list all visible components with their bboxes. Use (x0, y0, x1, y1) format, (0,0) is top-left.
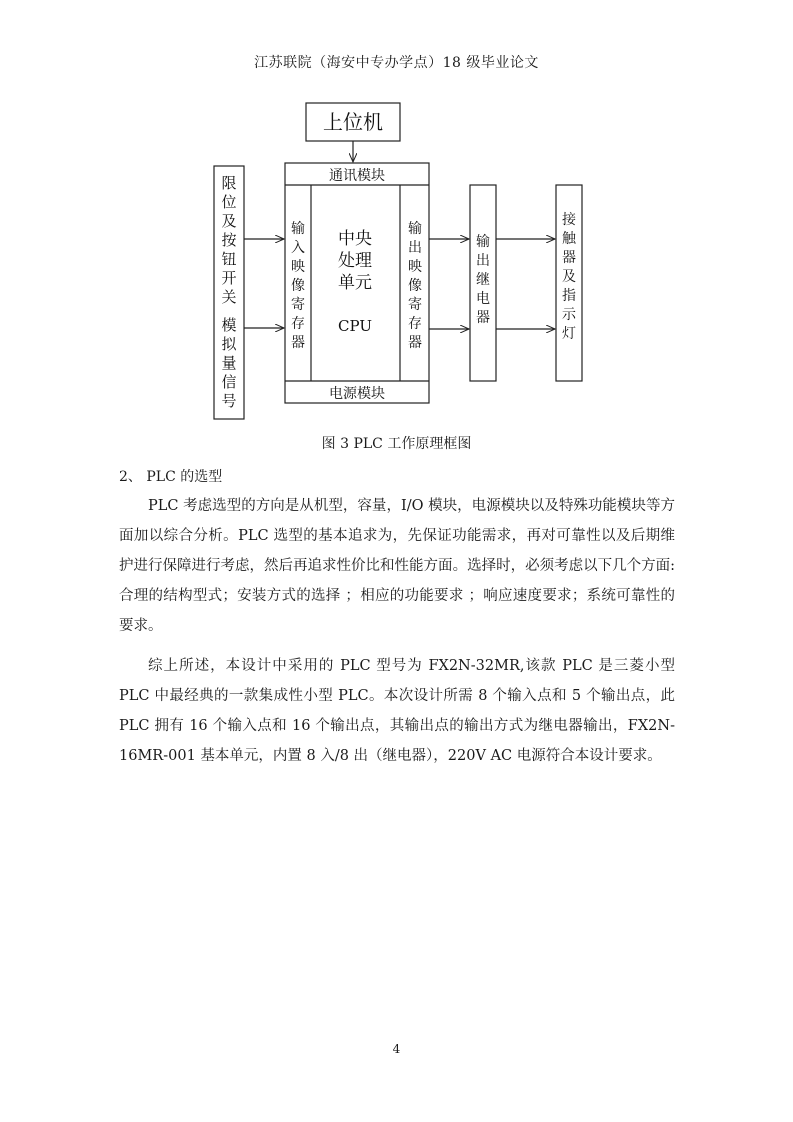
output-relay-char: 电 (476, 291, 490, 307)
input-devices-top-char: 按 (221, 231, 237, 249)
cpu-line-3: 单元 (338, 273, 372, 293)
output-register-char: 器 (408, 335, 422, 351)
page-number: 4 (392, 1042, 401, 1056)
actuators-label (562, 211, 577, 342)
output-register-char: 映 (408, 259, 422, 275)
input-devices-bottom-char: 拟 (221, 335, 237, 353)
cpu-line-1: 中央 (338, 229, 372, 249)
actuators-char: 及 (562, 269, 576, 285)
input-devices-top-char: 钮 (221, 250, 237, 268)
actuators-char: 示 (562, 307, 576, 323)
section-heading: 2、 PLC 的选型 (119, 469, 223, 485)
output-relay-char: 输 (476, 234, 490, 250)
plc-block-diagram (0, 0, 793, 430)
input-register-char: 器 (291, 335, 305, 351)
cpu-line-4: CPU (338, 317, 372, 335)
page-header: 江苏联院（海安中专办学点）18 级毕业论文 (254, 55, 539, 71)
input-devices-top-char: 关 (221, 288, 237, 306)
input-register-char: 入 (291, 240, 305, 256)
input-register-char: 像 (291, 278, 305, 294)
comm-module-label: 通讯模块 (329, 168, 385, 184)
actuators-char: 接 (562, 212, 576, 228)
paragraph-2: 综上所述，本设计中采用的 PLC 型号为 FX2N-32MR,该款 PLC 是三菱小型 PLC 中最经典的一款集成性小型 PLC。本次设计所需 8 个输入点和 5 个输出点，此 PLC 拥有 16 个输入点和 16 个输出点，其输出点的输出方式为继电器输出，FX2N-16MR-001 基本单元，内置 8 入/8 出（继电器），220V AC 电源符合本设计要求。 (119, 658, 675, 764)
limit-switch-label (221, 174, 237, 306)
paragraph-1: PLC 考虑选型的方向是从机型，容量，I/O 模块，电源模块以及特殊功能模块等方面加以综合分析。PLC 选型的基本追求为，先保证功能需求，再对可靠性以及后期维护进行保障进行考虑，然后再追求性价比和性能方面。选择时，必须考虑以下几个方面: 合理的结构型式；安装方式的选择 ；相应的功能要求 ；响应速度要求；系统可靠性的要求。 (119, 498, 675, 634)
analog-signal-label (221, 316, 237, 410)
actuators-char: 触 (562, 231, 576, 247)
output-register-char: 像 (408, 278, 422, 294)
figure-caption: 图 3 PLC 工作原理框图 (321, 436, 472, 452)
host-label: 上位机 (323, 110, 383, 134)
actuators-char: 灯 (562, 326, 576, 342)
actuators-char: 指 (562, 288, 576, 304)
actuators-char: 器 (562, 250, 576, 266)
output-relay-char: 出 (476, 253, 490, 269)
power-module-label: 电源模块 (329, 386, 385, 402)
input-devices-bottom-char: 信 (221, 373, 237, 391)
output-register-char: 输 (408, 221, 422, 237)
input-devices-bottom-char: 量 (221, 354, 237, 372)
cpu-labels (338, 229, 372, 335)
input-devices-top-char: 及 (221, 212, 237, 230)
input-devices-top-char: 开 (221, 269, 237, 287)
input-devices-top-char: 限 (221, 174, 237, 192)
output-register-label (408, 221, 422, 351)
input-register-char: 映 (291, 259, 305, 275)
output-relay-char: 器 (476, 310, 490, 326)
input-register-char: 寄 (291, 297, 305, 313)
input-register-char: 输 (291, 221, 305, 237)
output-relay-char: 继 (476, 272, 490, 288)
input-devices-bottom-char: 号 (221, 392, 237, 410)
output-register-char: 寄 (408, 297, 422, 313)
input-devices-bottom-char: 模 (221, 316, 237, 334)
cpu-line-2: 处理 (338, 251, 372, 271)
input-register-label (291, 221, 305, 351)
input-devices-top-char: 位 (221, 193, 237, 211)
input-register-char: 存 (291, 316, 305, 332)
output-register-char: 存 (408, 316, 422, 332)
output-register-char: 出 (408, 240, 422, 256)
output-relay-label (476, 234, 490, 326)
